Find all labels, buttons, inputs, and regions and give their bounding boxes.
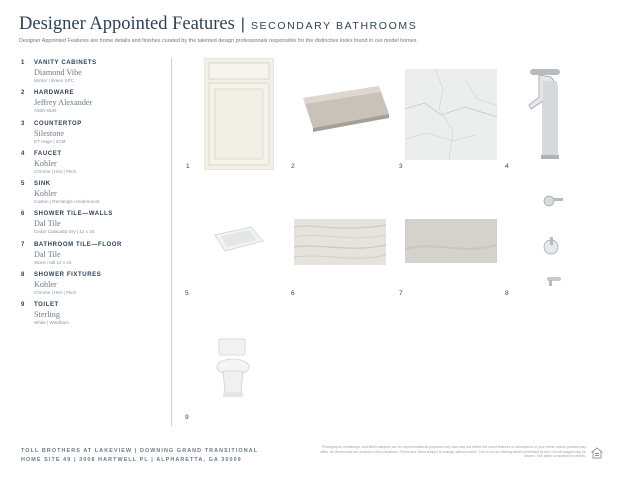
feature-category: BATHROOM TILE—FLOOR	[34, 241, 122, 248]
feature-number: 6	[21, 211, 25, 218]
feature-detail: Stone Hall 12 x 24	[34, 259, 72, 265]
footer-address	[21, 447, 258, 465]
column-divider	[171, 58, 172, 426]
shower-fixtures-swatch	[537, 185, 567, 297]
shower-wall-tile-swatch	[294, 219, 386, 265]
feature-number: 1	[21, 60, 25, 66]
tile-number: 8	[505, 290, 509, 297]
feature-number: 8	[21, 272, 25, 279]
vanity-cabinet-swatch	[204, 58, 274, 170]
tile-number: 7	[399, 290, 403, 297]
tile-number: 5	[185, 290, 189, 297]
feature-detail: A500-4530	[34, 108, 57, 114]
feature-item	[21, 90, 161, 120]
title-separator: |	[240, 16, 245, 33]
feature-item	[21, 242, 161, 272]
feature-brand: Sterling	[34, 310, 60, 320]
feature-number: 7	[21, 241, 25, 248]
hardware-pull-swatch	[299, 84, 391, 134]
tile-number: 1	[186, 163, 190, 170]
tile-number: 4	[505, 163, 509, 170]
floor-tile-swatch	[405, 219, 497, 263]
tile-number: 6	[291, 290, 295, 297]
feature-brand: Diamond Vibe	[34, 68, 82, 77]
feature-category: FAUCET	[34, 150, 62, 157]
feature-item	[21, 181, 161, 211]
feature-brand: Dal Tile	[34, 219, 61, 229]
disclaimer-text: Photographs, renderings, and finish samples are for representational purposes only and may not reflect the exact features or dimensions of your home; actual product may differ. All dimensions are subject to field variations. Prices and offers subject to change without notice. This is not an offering where prohibited by law. Not all images may be shown. See sales consultant for details.	[320, 445, 586, 459]
feature-list	[21, 60, 161, 333]
feature-category: VANITY CABINETS	[34, 60, 97, 66]
feature-item	[21, 302, 161, 332]
title-row	[19, 14, 609, 35]
feature-brand: Jeffrey Alexander	[34, 98, 93, 108]
feature-detail: Cedar Calacatta Dry | 12 x 24	[34, 229, 95, 235]
tile-number: 9	[185, 414, 189, 421]
feature-brand: Kohler	[34, 158, 57, 168]
feature-category: COUNTERTOP	[34, 120, 82, 127]
footer-homesite: HOME SITE 49 | 3008 HARTWELL PL | ALPHARETTA, GA 30009	[21, 457, 242, 463]
feature-brand: Kohler	[34, 189, 57, 199]
feature-number: 2	[21, 90, 25, 97]
page-subtitle: SECONDARY BATHROOMS	[250, 20, 418, 32]
feature-category: SHOWER TILE—WALLS	[34, 211, 113, 218]
faucet-swatch	[527, 67, 569, 163]
intro-text: Designer Appointed Features are home details and finishes curated by the talented design professionals responsible for the distinctive looks found in our model homes.	[19, 38, 418, 44]
header	[19, 14, 609, 44]
sink-swatch	[211, 225, 265, 255]
feature-category: SHOWER FIXTURES	[34, 272, 102, 279]
countertop-swatch	[405, 69, 497, 160]
feature-detail: Winter | Breen SPC	[34, 78, 74, 83]
feature-detail: Caxton | Rectangle Undermount	[34, 199, 100, 205]
footer-community: TOLL BROTHERS AT LAKEVIEW | DOWNING GRAND TRANSITIONAL	[21, 448, 259, 454]
feature-brand: Dal Tile	[34, 249, 61, 259]
feature-brand: Silestone	[34, 128, 65, 138]
page-title: Designer Appointed Features	[19, 14, 235, 34]
feature-category: SINK	[34, 181, 51, 188]
feature-number: 5	[21, 181, 25, 188]
feature-category: HARDWARE	[34, 90, 75, 97]
feature-brand: Kohler	[34, 280, 57, 290]
feature-item	[21, 272, 161, 302]
toilet-swatch	[213, 337, 251, 399]
feature-detail: Chrome | Hint | Pitch	[34, 168, 77, 174]
feature-detail: ET Hage | 3CM	[34, 138, 66, 144]
feature-item	[21, 151, 161, 181]
tile-number: 2	[291, 163, 295, 170]
feature-number: 4	[21, 150, 25, 157]
feature-item	[21, 121, 161, 151]
tile-number: 3	[399, 163, 403, 170]
feature-detail: White | Windham	[34, 320, 69, 326]
feature-category: TOILET	[34, 302, 59, 309]
feature-detail: Chrome | Hint | Pitch	[34, 290, 77, 296]
equal-housing-icon	[591, 446, 603, 458]
feature-number: 9	[21, 302, 25, 309]
feature-number: 3	[21, 120, 25, 127]
feature-item	[21, 211, 161, 241]
feature-item	[21, 60, 161, 90]
